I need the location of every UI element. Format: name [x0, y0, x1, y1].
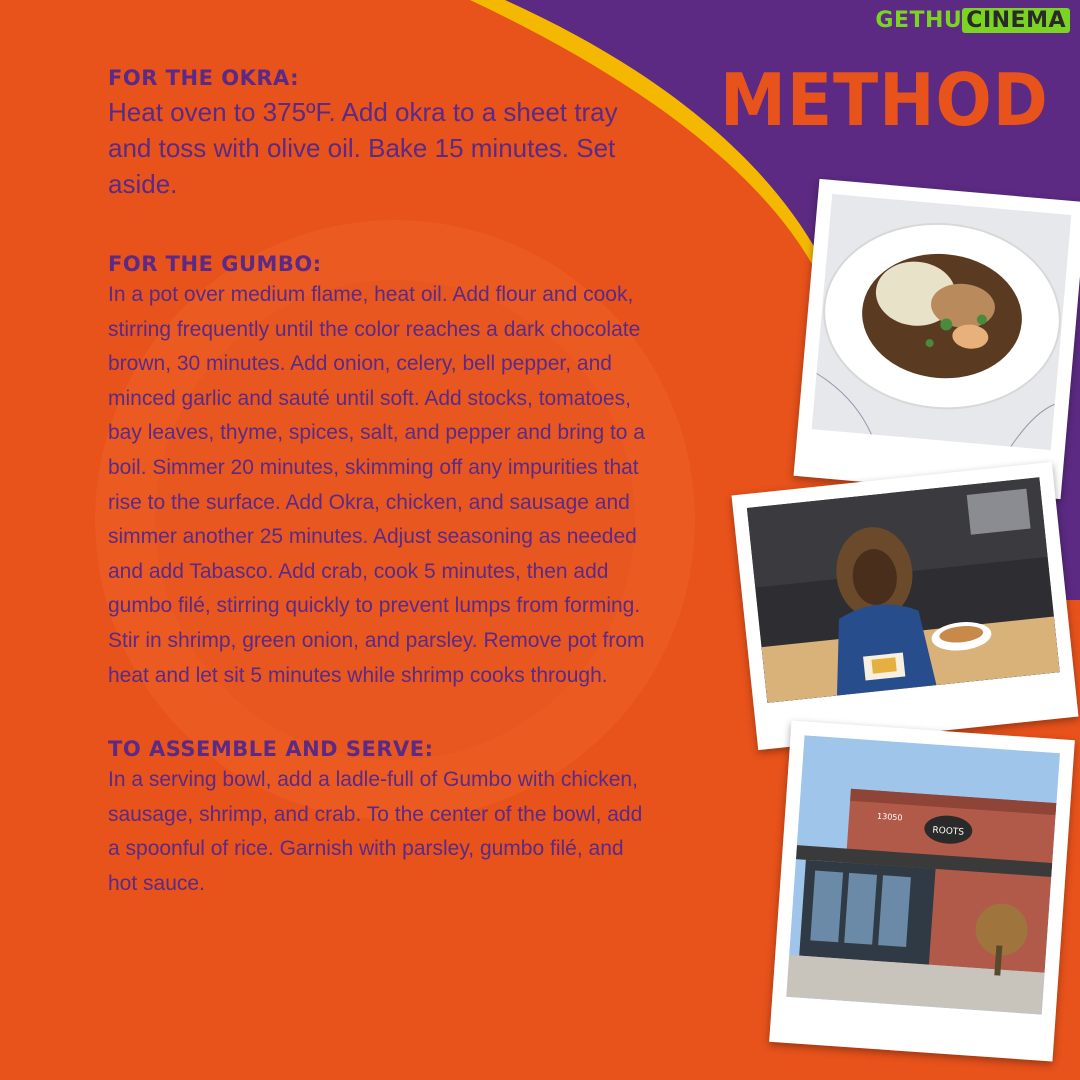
chef-photo [732, 462, 1079, 750]
serve-section-body: In a serving bowl, add a ladle-full of Gumbo with chicken, sausage, shrimp, and crab. To the center of the bowl, add a spoonful of rice. Garnish with parsley, gumbo filé, and hot sauce. [108, 768, 643, 895]
okra-section-title: FOR THE OKRA: [108, 66, 300, 90]
method-heading: METHOD [720, 58, 1049, 142]
restaurant-sign-text: ROOTS [932, 825, 965, 838]
gumbo-section-body: In a pot over medium flame, heat oil. Add flour and cook, stirring frequently until the color reaches a dark chocolate brown, 30 minutes. Add onion, celery, bell pepper, and minced garlic and sauté until soft. Add stocks, tomatoes, bay leaves, thyme, spices, salt, and pepper and bring to a boil. Simmer 20 minutes, skimming off any impurities that rise to the surface. Add Okra, chicken, and sausage and simmer another 25 minutes. Adjust seasoning as needed and add Tabasco. Add crab, cook 5 minutes, then add gumbo filé, stirring quickly to prevent lumps from forming. Stir in shrimp, green onion, and parsley. Remove pot from heat and let sit 5 minutes while shrimp cooks through. [108, 283, 645, 687]
restaurant-image [786, 735, 1060, 1014]
chef-image [747, 477, 1060, 703]
okra-section-body: Heat oven to 375ºF. Add okra to a sheet tray and toss with olive oil. Bake 15 minutes. Set aside. [108, 97, 618, 199]
gethucinema-watermark [875, 8, 1070, 33]
gumbo-bowl-image [812, 194, 1072, 450]
building-number-text: 13050 [876, 811, 903, 823]
restaurant-photo [769, 720, 1075, 1061]
gumbo-bowl-photo [794, 179, 1080, 499]
recipe-text [108, 66, 648, 902]
gumbo-section-title: FOR THE GUMBO: [108, 252, 322, 276]
watermark-part2: CINEMA [962, 8, 1070, 33]
serve-section-title: TO ASSEMBLE AND SERVE: [108, 737, 434, 762]
watermark-part1: GETHU [875, 8, 963, 33]
